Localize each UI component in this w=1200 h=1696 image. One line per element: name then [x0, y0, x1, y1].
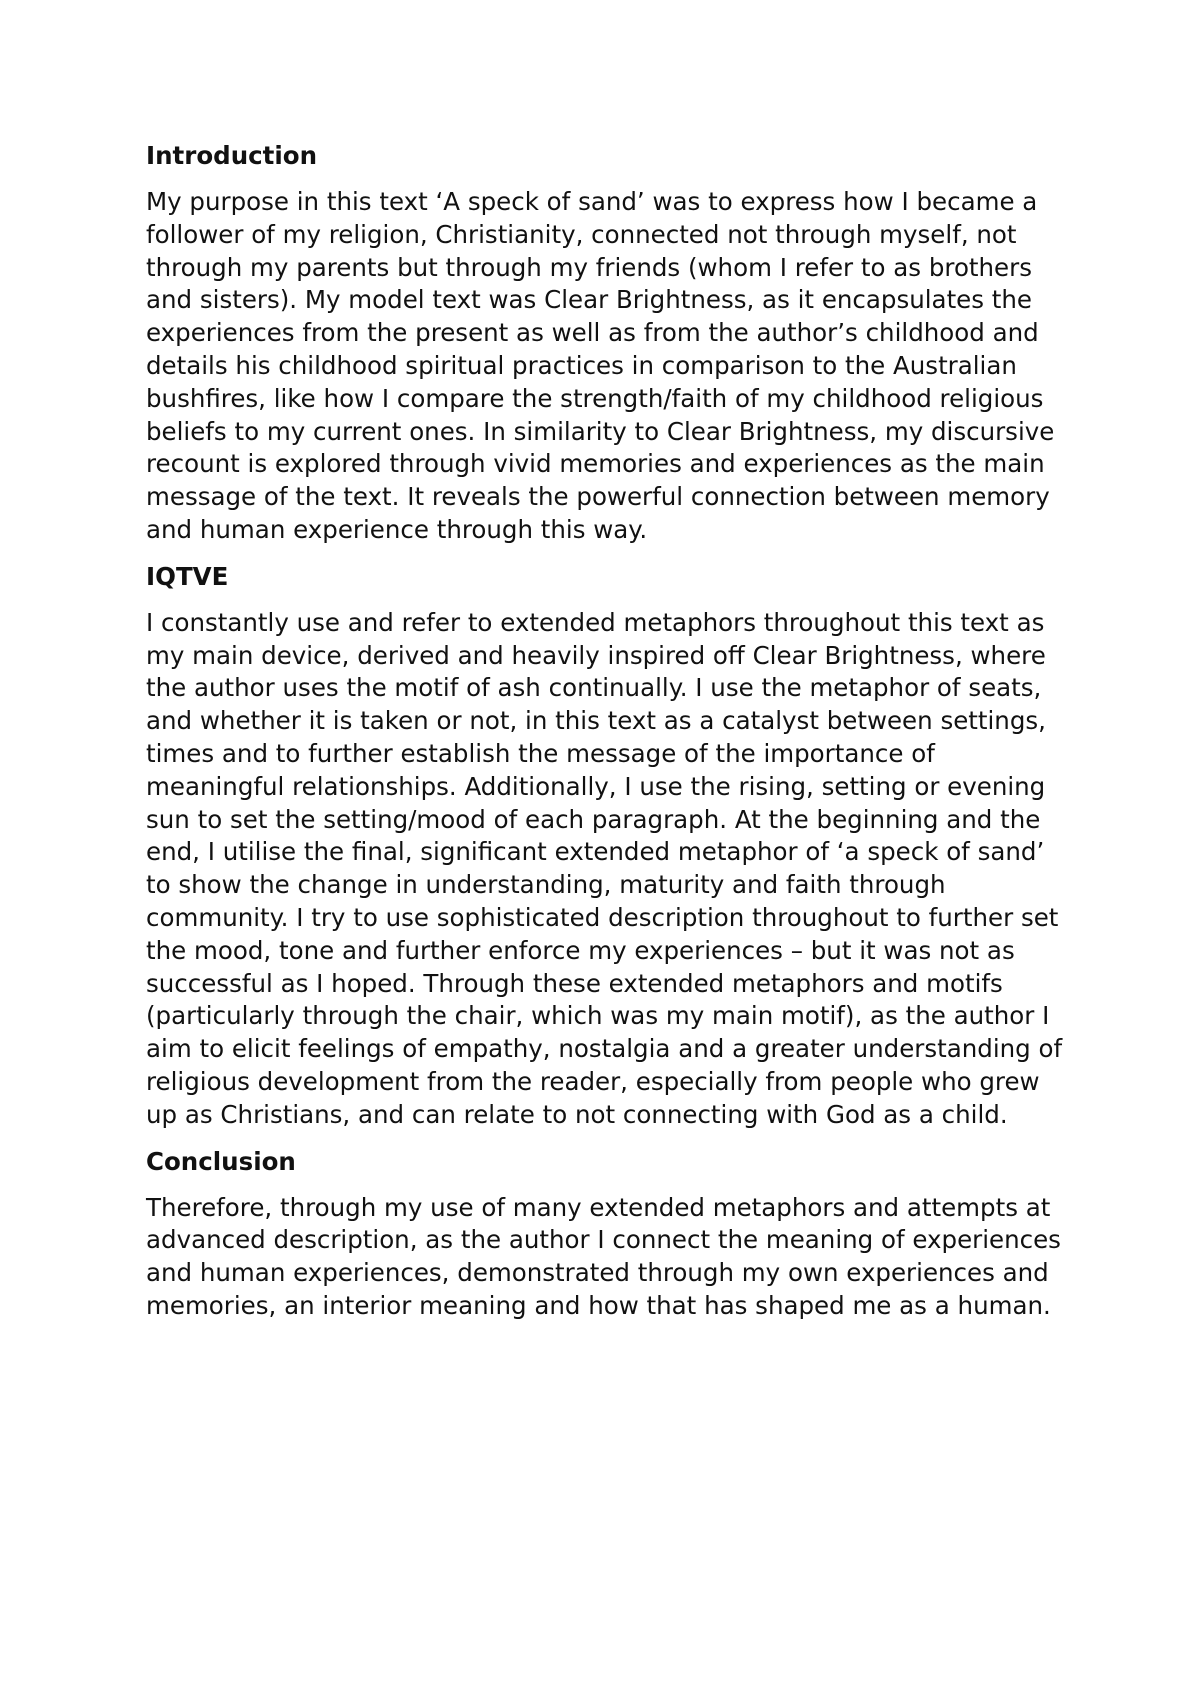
section-heading-iqtve: IQTVE — [146, 561, 229, 591]
section-heading-conclusion: Conclusion — [146, 1146, 296, 1176]
section-paragraph-introduction: My purpose in this text ‘A speck of sand’ was to express how I became a follower of my religion, Christianity, connected not through myself, not through my parents but through my friends (whom I refer to as brothers and sisters). My model text was Clear Brightness, as it encapsulates the experiences from the present as well as from the author’s childhood and details his childhood spiritual practices in comparison to the Australian bushfires, like how I compare the strength/faith of my childhood religious beliefs to my current ones. In similarity to Clear Brightness, my discursive recount is explored through vivid memories and experiences as the main message of the text. It reveals the powerful connection between memory and human experience through this way. — [146, 187, 1055, 544]
document-body — [146, 140, 1066, 1337]
section-heading-introduction: Introduction — [146, 141, 318, 170]
section-paragraph-iqtve: I constantly use and refer to extended metaphors throughout this text as my main device, derived and heavily inspired off Clear Brightness, where the author uses the motif of ash continually. I use the metaphor of seats, and whether it is taken or not, in this text as a catalyst between settings, times and to further establish the message of the importance of meaningful relationships. Additionally, I use the rising, setting or evening sun to set the setting/mood of each paragraph. At the beginning and the end, I utilise the final, significant extended metaphor of ‘a speck of sand’ to show the change in understanding, maturity and faith through community. I try to use sophisticated description throughout to further set the mood, tone and further enforce my experiences – but it was not as successful as I hoped. Through these extended metaphors and motifs (particularly through the chair, which was my main motif), as the author I aim to elicit feelings of empathy, nostalgia and a greater understanding of religious development from the reader, especially from people who grew up as Christians, and can relate to not connecting with God as a child. — [146, 607, 1063, 1129]
section-paragraph-conclusion: Therefore, through my use of many extended metaphors and attempts at advanced description, as the author I connect the meaning of experiences and human experiences, demonstrated through my own experiences and memories, an interior meaning and how that has shaped me as a human. — [146, 1192, 1061, 1320]
